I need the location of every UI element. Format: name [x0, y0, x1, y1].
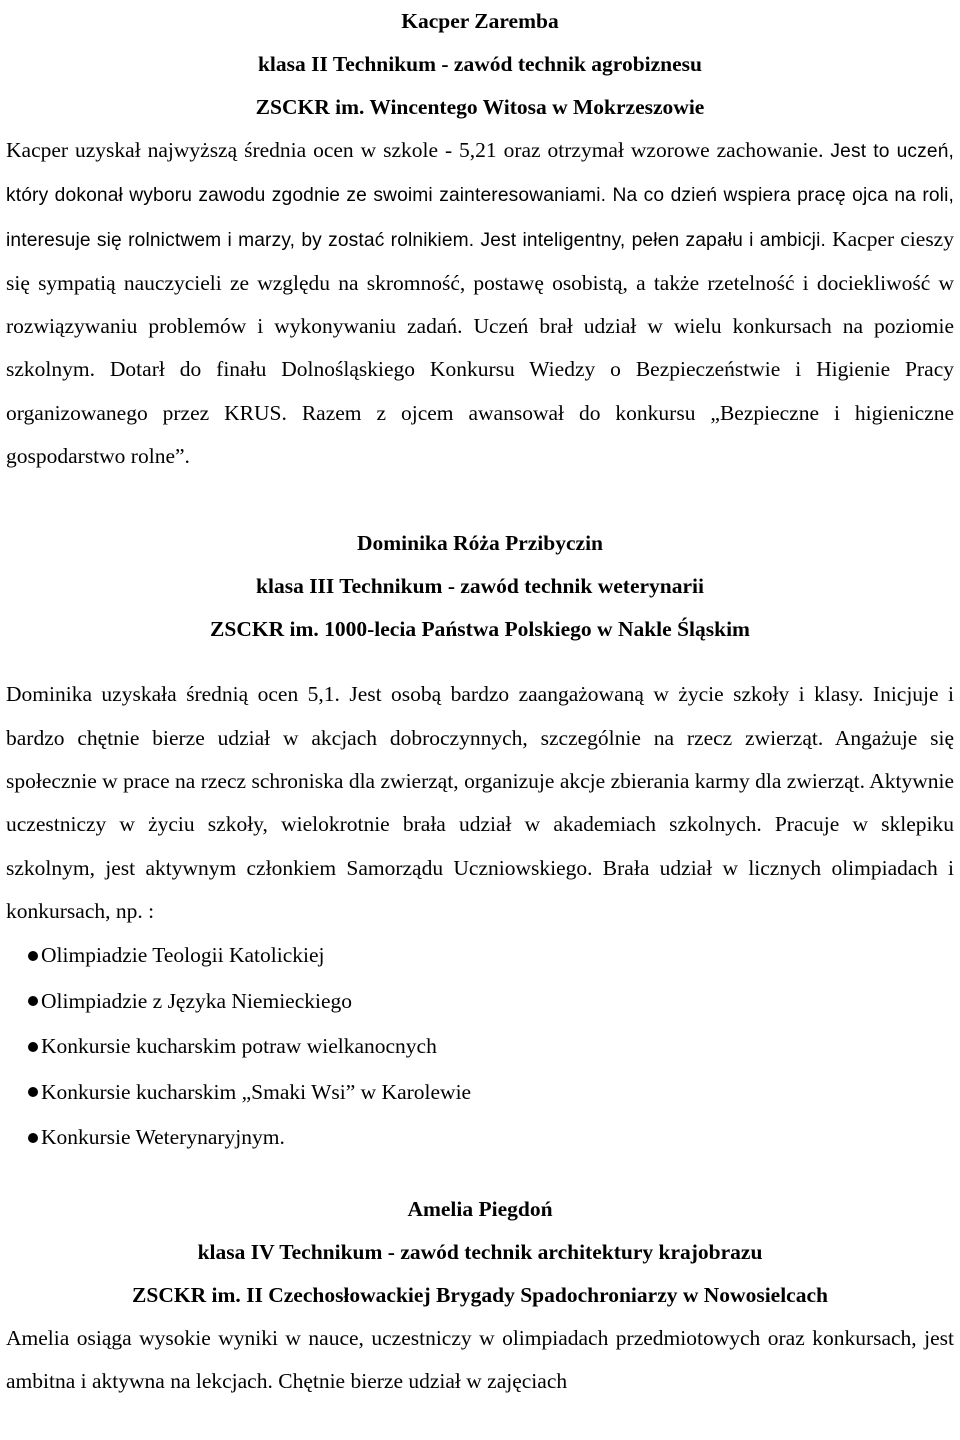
student-school: ZSCKR im. 1000-lecia Państwa Polskiego w Nakle Śląskim: [210, 617, 750, 642]
student-description: [6, 129, 954, 478]
student-description: Amelia osiąga wysokie wyniki w nauce, uczestniczy w olimpiadach przedmiotowych oraz konkursach, jest ambitna i aktywna na lekcjach. Chętnie bierze udział w zajęciach: [6, 1325, 954, 1393]
student-description: Dominika uzyskała średnią ocen 5,1. Jest osobą bardzo zaangażowaną w życie szkoły i klasy. Inicjuje i bardzo chętnie bierze udział w akcjach dobroczynnych, szczególnie na rzecz zwierząt. Angażuje się społecznie w prace na rzecz schroniska dla zwierząt, organizuje akcje zbierania karmy dla zwierząt. Aktywnie uczestniczy w życiu szkoły, wielokrotnie brała udział w akademiach szkolnych. Pracuje w sklepiku szkolnym, jest aktywnym członkiem Samorządu Uczniowskiego. Brała udział w licznych olimpiadach i konkursach, np. :: [6, 682, 954, 923]
student-section-dominika: [6, 522, 954, 1160]
student-class: klasa III Technikum - zawód technik weterynarii: [256, 574, 704, 599]
student-class: klasa II Technikum - zawód technik agrobiznesu: [257, 52, 703, 76]
description-part-3: Kacper cieszy się sympatią nauczycieli ze względu na skromność, postawę osobistą, a także rzetelność i dociekliwość w rozwiązywaniu problemów i wykonywaniu zadań. Uczeń brał udział w wielu konkursach na poziomie szkolnym. Dotarł do finału Dolnośląskiego Konkursu Wiedzy o Bezpieczeństwie i Higienie Pracy organizowanego przez KRUS. Razem z ojcem awansował do konkursu „Bezpieczne i higieniczne gospodarstwo rolne”.: [6, 226, 954, 469]
student-name: Amelia Piegdoń: [407, 1196, 553, 1221]
bullet-icon: [28, 1042, 38, 1052]
student-section-amelia: [6, 1188, 954, 1404]
list-item: Konkursie kucharskim „Smaki Wsi” w Karolewie: [6, 1070, 954, 1116]
description-part-1: Kacper uzyskał najwyższą średnia ocen w szkole - 5,21 oraz otrzymał wzorowe zachowanie.: [6, 138, 831, 162]
document-page: [6, 0, 954, 1403]
bullet-icon: [28, 1133, 38, 1143]
student-class: klasa IV Technikum - zawód technik architektury krajobrazu: [197, 1239, 763, 1264]
student-school: ZSCKR im. Wincentego Witosa w Mokrzeszowie: [255, 95, 705, 119]
list-item: Olimpiadzie z Języka Niemieckiego: [6, 979, 954, 1025]
competition-list: [6, 933, 954, 1161]
bullet-icon: [28, 996, 38, 1006]
description-part-2: Jest to uczeń, który dokonał wyboru zawodu zgodnie ze swoimi zainteresowaniami. Na co dzień wspiera pracę ojca na roli, interesuje się rolnictwem i marzy, by zostać rolnikiem. Jest inteligentny, pełen zapału i ambicji.: [6, 141, 954, 251]
student-name: Kacper Zaremba: [401, 9, 559, 33]
list-item: Olimpiadzie Teologii Katolickiej: [6, 933, 954, 979]
student-school: ZSCKR im. II Czechosłowackiej Brygady Spadochroniarzy w Nowosielcach: [132, 1282, 828, 1307]
list-item: Konkursie kucharskim potraw wielkanocnych: [6, 1024, 954, 1070]
list-item: Konkursie Weterynaryjnym.: [6, 1115, 954, 1161]
student-section-kacper: [6, 0, 954, 478]
bullet-icon: [28, 1087, 38, 1097]
student-name: Dominika Róża Przibyczin: [356, 531, 604, 556]
bullet-icon: [28, 951, 38, 961]
